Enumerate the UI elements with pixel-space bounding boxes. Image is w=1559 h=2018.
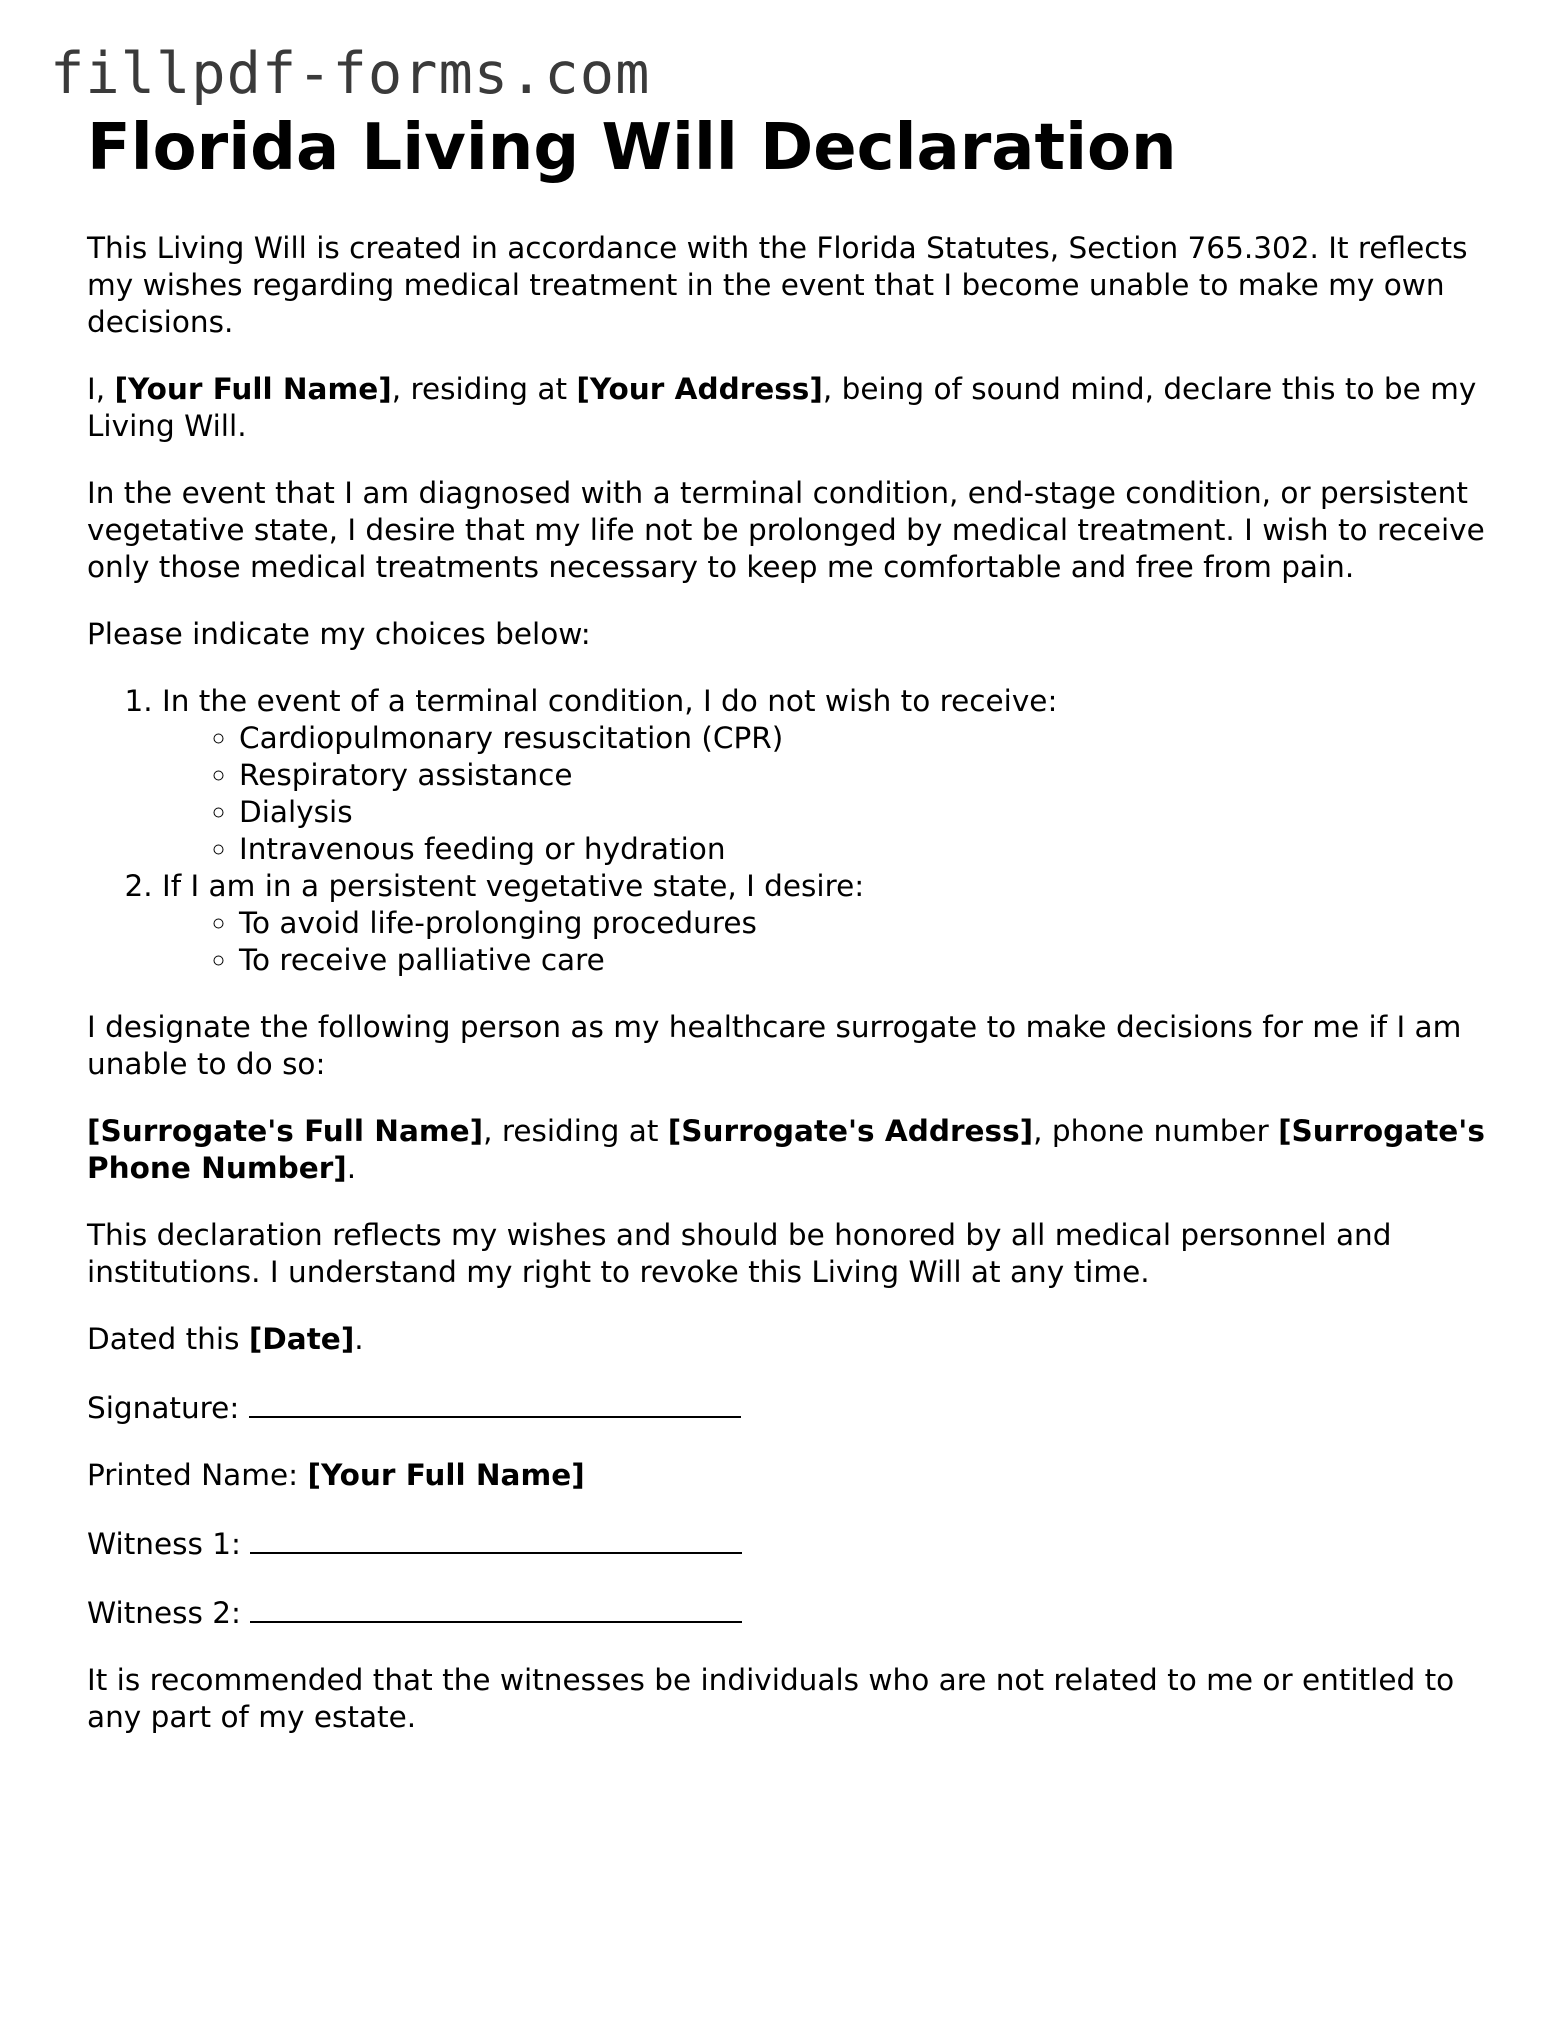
sub-item: ◦ To avoid life-prolonging procedures (239, 905, 1487, 942)
declaration-suffix: , being of sound mind, declare this to be my Living Will. (87, 372, 1477, 443)
choices-list (87, 683, 1487, 979)
surrogate-intro: I designate the following person as my healthcare surrogate to make decisions for me if I am unable to do so: (87, 1010, 1462, 1081)
surrogate-residing: , residing at (483, 1114, 668, 1148)
surrogate-address-placeholder: [Surrogate's Address] (667, 1114, 1034, 1148)
intro-paragraph: This Living Will is created in accordance with the Florida Statutes, Section 765.302. It reflects my wishes regarding medical treatment in the event that I become unable to make my own decisions. (87, 231, 1468, 339)
dated-line (87, 1321, 1487, 1358)
declaration-paragraph (87, 371, 1487, 445)
printed-name-label: Printed Name: (87, 1458, 308, 1492)
choices-intro: Please indicate my choices below: (87, 617, 591, 651)
sub-item: ◦ To receive palliative care (239, 942, 1487, 979)
declaration-prefix: I, (87, 372, 115, 406)
witness2-line (87, 1593, 1487, 1632)
document-page (87, 110, 1487, 1766)
full-name-placeholder: [Your Full Name] (114, 372, 392, 406)
surrogate-phone-placeholder: [Surrogate's Phone Number] (87, 1114, 1485, 1185)
recommendation-paragraph: It is recommended that the witnesses be individuals who are not related to me or entitled to any part of my estate. (87, 1663, 1455, 1734)
witness1-line (87, 1524, 1487, 1563)
choice-sublist (162, 905, 1487, 979)
printed-name-line (87, 1457, 1487, 1494)
surrogate-name-placeholder: [Surrogate's Full Name] (87, 1114, 484, 1148)
choice-sublist (162, 720, 1487, 868)
signature-field[interactable] (249, 1388, 741, 1418)
address-placeholder: [Your Address] (576, 372, 823, 406)
signature-label: Signature: (87, 1391, 240, 1425)
signature-line (87, 1388, 1487, 1427)
dated-prefix: Dated this (87, 1322, 249, 1356)
condition-paragraph: In the event that I am diagnosed with a terminal condition, end-stage condition, or persistent vegetative state, I desire that my life not be prolonged by medical treatment. I wish to receive only those medical treatments necessary to keep me comfortable and free from pain. (87, 476, 1485, 584)
reflection-paragraph: This declaration reflects my wishes and should be honored by all medical personnel and institutions. I understand my right to revoke this Living Will at any time. (87, 1218, 1392, 1289)
witness2-field[interactable] (250, 1593, 742, 1623)
watermark: fillpdf-forms.com (50, 41, 651, 107)
sub-item: ◦ Respiratory assistance (239, 757, 1487, 794)
surrogate-phone-label: , phone number (1033, 1114, 1279, 1148)
date-placeholder: [Date] (248, 1322, 355, 1356)
printed-name-placeholder: [Your Full Name] (307, 1458, 585, 1492)
surrogate-paragraph (87, 1113, 1487, 1187)
choice-label: In the event of a terminal condition, I do not wish to receive: (162, 684, 1058, 718)
declaration-residing: , residing at (391, 372, 577, 406)
witness2-label: Witness 2: (87, 1596, 241, 1630)
choice-label: If I am in a persistent vegetative state, I desire: (162, 869, 865, 903)
witness1-field[interactable] (250, 1524, 742, 1554)
dated-end: . (354, 1322, 364, 1356)
witness1-label: Witness 1: (87, 1527, 241, 1561)
sub-item: ◦ Intravenous feeding or hydration (239, 831, 1487, 868)
choice-item (162, 683, 1487, 868)
sub-item: ◦ Dialysis (239, 794, 1487, 831)
page-title: Florida Living Will Declaration (87, 111, 1177, 185)
choice-item (162, 868, 1487, 979)
sub-item: ◦ Cardiopulmonary resuscitation (CPR) (239, 720, 1487, 757)
surrogate-end: . (346, 1151, 357, 1185)
